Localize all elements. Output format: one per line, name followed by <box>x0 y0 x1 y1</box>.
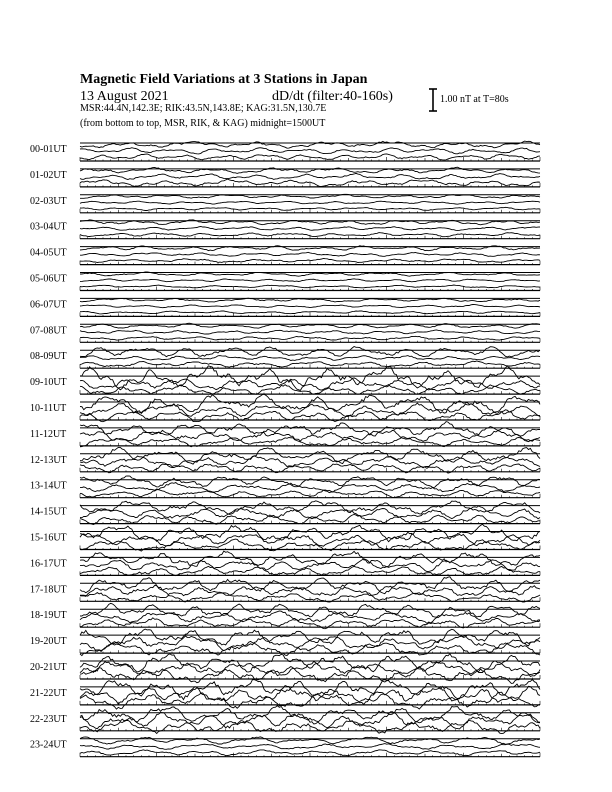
hour-row-label: 05-06UT <box>30 273 67 285</box>
hour-row-label: 13-14UT <box>30 480 67 492</box>
hour-row-label: 14-15UT <box>30 506 67 518</box>
hour-row <box>30 706 540 734</box>
hour-row-label: 20-21UT <box>30 662 67 673</box>
hour-row <box>30 551 540 576</box>
station-order-note: (from bottom to top, MSR, RIK, & KAG) midnight=1500UT <box>80 118 326 129</box>
hour-row-label: 21-22UT <box>30 687 67 699</box>
station-trace-kag <box>80 501 540 515</box>
hour-row-label: 22-23UT <box>30 713 67 725</box>
station-trace-msr <box>80 285 540 288</box>
station-trace-rik <box>80 403 540 417</box>
hour-row <box>30 194 540 213</box>
hour-row <box>30 323 540 342</box>
station-trace-rik <box>80 173 540 179</box>
station-trace-msr <box>80 233 540 237</box>
station-trace-kag <box>80 476 540 487</box>
scale-label: 1.00 nT at T=80s <box>440 94 509 105</box>
hour-row-label: 03-04UT <box>30 221 67 233</box>
hour-row <box>30 476 540 498</box>
hour-row-label: 02-03UT <box>30 195 67 207</box>
station-trace-rik <box>80 744 540 750</box>
station-trace-rik <box>80 509 540 519</box>
chart-filter: dD/dt (filter:40-160s) <box>272 89 393 104</box>
station-trace-msr <box>80 692 540 709</box>
hour-row <box>30 447 540 473</box>
hour-row <box>30 141 540 161</box>
station-trace-rik <box>80 201 540 204</box>
hour-row <box>30 394 540 422</box>
hour-row <box>30 366 540 395</box>
hour-row <box>30 298 540 316</box>
hour-row-label: 04-05UT <box>30 247 67 259</box>
station-trace-rik <box>80 305 540 308</box>
hour-row-label: 08-09UT <box>30 351 67 363</box>
station-trace-rik <box>80 252 540 256</box>
hour-row <box>30 679 540 709</box>
station-trace-rik <box>80 585 540 596</box>
station-trace-kag <box>80 347 540 357</box>
hour-row <box>30 167 540 187</box>
station-trace-kag <box>80 167 540 173</box>
station-trace-kag <box>80 394 540 413</box>
station-trace-kag <box>80 737 540 744</box>
station-trace-kag <box>80 366 540 391</box>
hour-row-label: 11-12UT <box>30 428 67 440</box>
hour-row-label: 15-16UT <box>30 532 67 544</box>
hour-row-label: 09-10UT <box>30 377 67 389</box>
hour-row <box>30 654 540 684</box>
station-trace-rik <box>80 148 540 154</box>
station-trace-msr <box>80 667 540 684</box>
station-trace-rik <box>80 227 540 231</box>
station-trace-kag <box>80 577 540 594</box>
station-coordinates: MSR:44.4N,142.3E; RIK:43.5N,143.8E; KAG:31.5N,130.7E <box>80 103 327 114</box>
hour-row <box>30 272 540 291</box>
chart-date: 13 August 2021 <box>80 89 169 104</box>
hour-row <box>30 603 540 628</box>
station-trace-kag <box>80 629 540 646</box>
station-trace-rik <box>80 330 540 334</box>
chart-title: Magnetic Field Variations at 3 Stations in Japan <box>80 72 368 87</box>
hour-row-label: 00-01UT <box>30 144 67 155</box>
hour-row-label: 17-18UT <box>30 584 67 596</box>
hour-row <box>30 220 540 239</box>
station-trace-kag <box>80 654 540 673</box>
hour-row-label: 23-24UT <box>30 739 67 751</box>
station-trace-kag <box>80 679 540 699</box>
hour-row <box>30 737 540 757</box>
hour-row <box>30 501 540 525</box>
station-trace-kag <box>80 141 540 148</box>
station-trace-kag <box>80 422 540 436</box>
station-trace-rik <box>80 456 540 468</box>
hour-row-label: 01-02UT <box>30 169 67 181</box>
hour-row-label: 07-08UT <box>30 325 67 337</box>
hour-row <box>30 422 540 447</box>
hour-row-label: 19-20UT <box>30 636 67 648</box>
station-trace-rik <box>80 279 540 282</box>
hour-row-label: 10-11UT <box>30 403 67 414</box>
hour-row-label: 06-07UT <box>30 299 67 311</box>
hour-row-label: 16-17UT <box>30 558 67 570</box>
station-trace-rik <box>80 356 540 361</box>
hour-row <box>30 629 540 656</box>
hour-row-label: 12-13UT <box>30 454 67 466</box>
hour-row <box>30 577 540 602</box>
hour-row <box>30 524 540 551</box>
hour-row-label: 18-19UT <box>30 610 67 622</box>
station-trace-rik <box>80 636 540 651</box>
hour-row <box>30 246 540 265</box>
station-trace-rik <box>80 483 540 493</box>
hour-row <box>30 347 540 369</box>
station-trace-rik <box>80 377 540 390</box>
